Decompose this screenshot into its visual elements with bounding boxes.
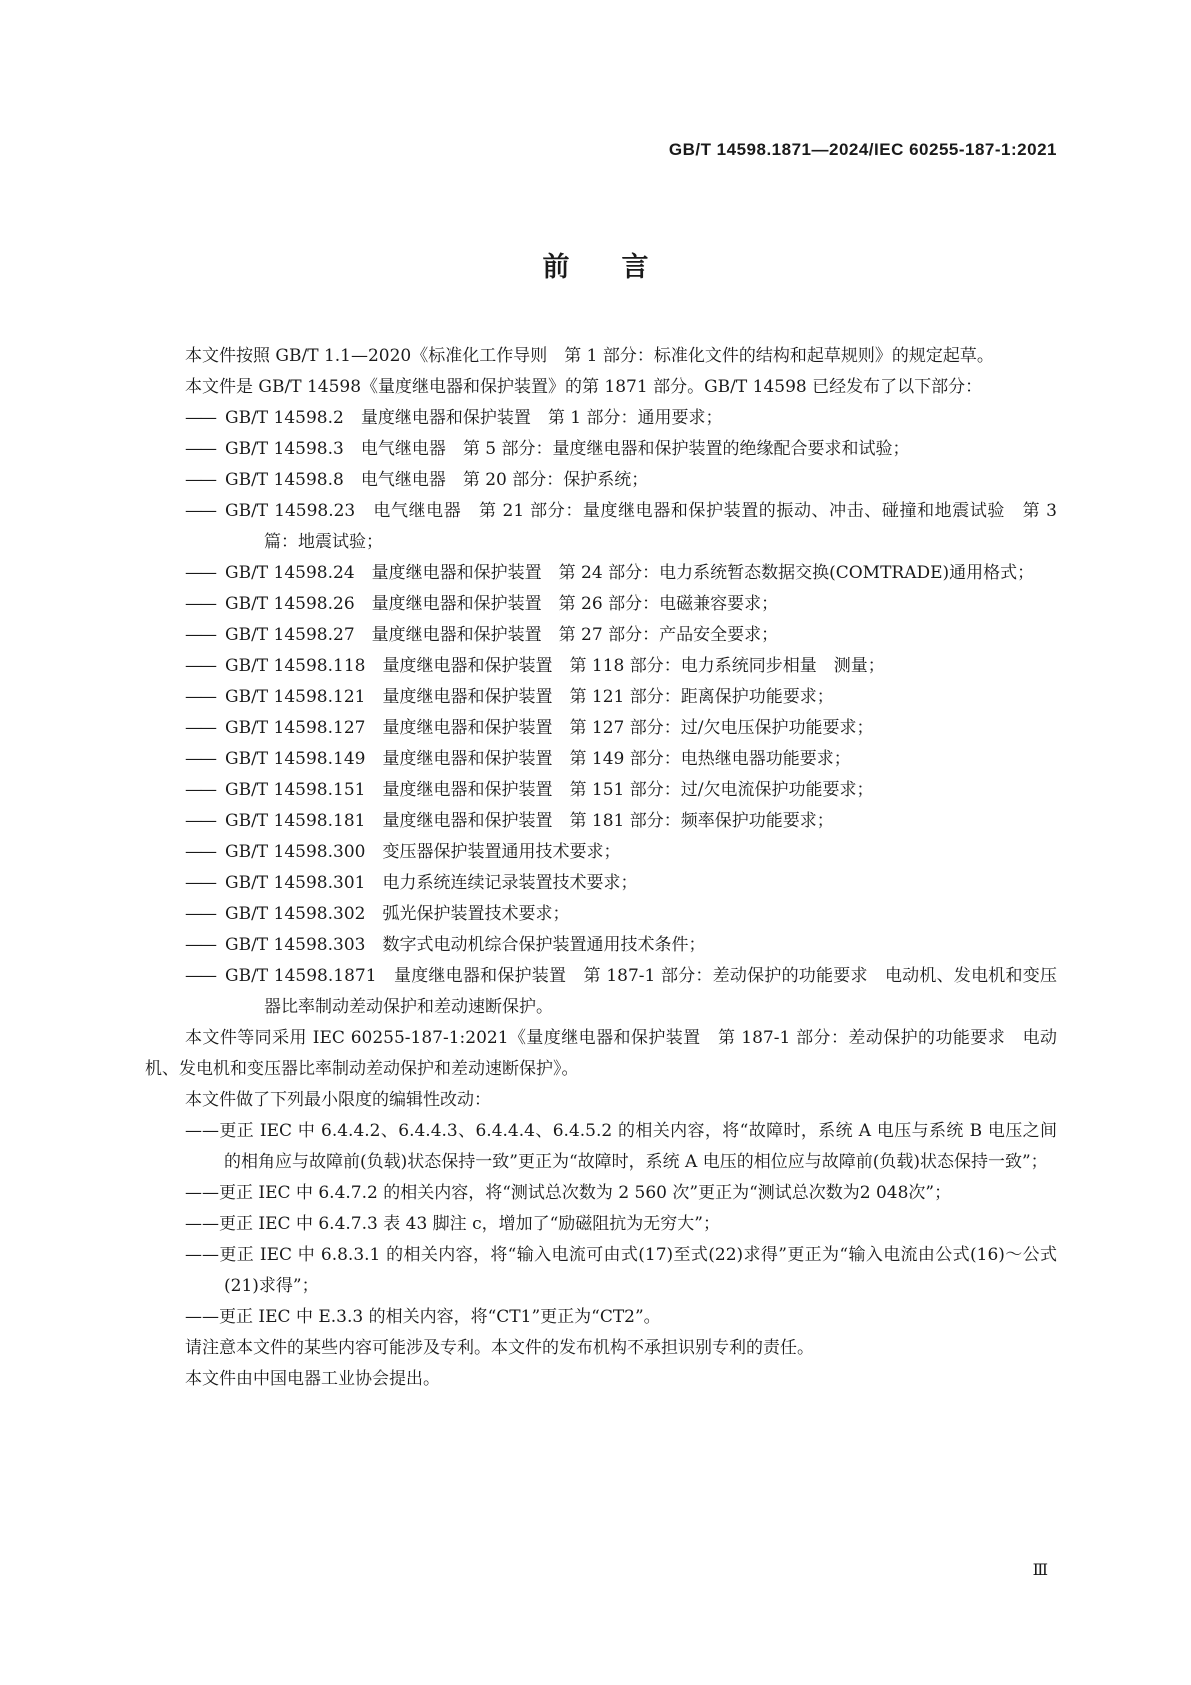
list-dash: —— <box>185 1307 219 1327</box>
list-item-text: GB/T 14598.300 变压器保护装置通用技术要求； <box>225 842 621 862</box>
list-dash: —— <box>185 656 215 676</box>
list-dash: —— <box>185 873 215 893</box>
list-item-text: GB/T 14598.118 量度继电器和保护装置 第 118 部分：电力系统同步相量 测量； <box>225 656 885 676</box>
list-item <box>185 1240 1057 1302</box>
list-item <box>185 713 1057 744</box>
list-item-text: GB/T 14598.151 量度继电器和保护装置 第 151 部分：过/欠电流保护功能要求； <box>225 780 874 800</box>
list-item-text: GB/T 14598.149 量度继电器和保护装置 第 149 部分：电热继电器功能要求； <box>225 749 851 769</box>
list-dash: —— <box>185 935 215 955</box>
parts-list <box>145 403 1057 1023</box>
document-body <box>145 341 1057 1395</box>
list-item <box>185 496 1057 558</box>
list-dash: —— <box>185 625 215 645</box>
list-item-text: GB/T 14598.303 数字式电动机综合保护装置通用技术条件； <box>225 935 706 955</box>
list-item <box>185 558 1057 589</box>
list-dash: —— <box>185 1214 219 1234</box>
list-dash: —— <box>185 904 215 924</box>
list-dash: —— <box>185 687 215 707</box>
list-item <box>185 868 1057 899</box>
list-dash: —— <box>185 1245 219 1265</box>
list-item <box>185 961 1057 1023</box>
list-item <box>185 1302 1057 1333</box>
changes-list <box>145 1116 1057 1333</box>
list-item <box>185 775 1057 806</box>
list-item-text: GB/T 14598.23 电气继电器 第 21 部分：量度继电器和保护装置的振动、冲击、碰撞和地震试验 第 3 篇：地震试验； <box>225 501 1057 552</box>
list-item-text: 更正 IEC 中 6.4.7.3 表 43 脚注 c，增加了“励磁阻抗为无穷大”； <box>219 1214 720 1234</box>
list-item-text: GB/T 14598.26 量度继电器和保护装置 第 26 部分：电磁兼容要求； <box>225 594 779 614</box>
list-item-text: GB/T 14598.8 电气继电器 第 20 部分：保护系统； <box>225 470 649 490</box>
list-item <box>185 682 1057 713</box>
list-item <box>185 403 1057 434</box>
list-item-text: GB/T 14598.2 量度继电器和保护装置 第 1 部分：通用要求； <box>225 408 723 428</box>
list-item-text: GB/T 14598.301 电力系统连续记录装置技术要求； <box>225 873 638 893</box>
list-item-text: GB/T 14598.121 量度继电器和保护装置 第 121 部分：距离保护功能要求； <box>225 687 834 707</box>
standard-number-header: GB/T 14598.1871—2024/IEC 60255-187-1:2021 <box>668 140 1057 159</box>
paragraph-changes-intro: 本文件做了下列最小限度的编辑性改动： <box>185 1090 491 1110</box>
list-item-text: GB/T 14598.127 量度继电器和保护装置 第 127 部分：过/欠电压保护功能要求； <box>225 718 874 738</box>
list-item-text: GB/T 14598.181 量度继电器和保护装置 第 181 部分：频率保护功能要求； <box>225 811 834 831</box>
list-item-text: 更正 IEC 中 6.8.3.1 的相关内容，将“输入电流可由式(17)至式(22)求得”更正为“输入电流由公式(16)～公式(21)求得”； <box>219 1245 1057 1296</box>
page-number: Ⅲ <box>1032 1560 1048 1579</box>
list-dash: —— <box>185 563 215 583</box>
list-dash: —— <box>185 749 215 769</box>
list-item <box>185 930 1057 961</box>
list-item <box>185 806 1057 837</box>
list-item-text: 更正 IEC 中 E.3.3 的相关内容，将“CT1”更正为“CT2”。 <box>219 1307 661 1327</box>
list-item <box>185 589 1057 620</box>
list-item-text: GB/T 14598.302 弧光保护装置技术要求； <box>225 904 570 924</box>
paragraph-proposer: 本文件由中国电器工业协会提出。 <box>185 1369 440 1389</box>
page-title: 前言 <box>542 252 701 283</box>
list-item-text: GB/T 14598.1871 量度继电器和保护装置 第 187-1 部分：差动保护的功能要求 电动机、发电机和变压器比率制动差动保护和差动速断保护。 <box>225 966 1057 1017</box>
list-dash: —— <box>185 811 215 831</box>
paragraph-patent-notice: 请注意本文件的某些内容可能涉及专利。本文件的发布机构不承担识别专利的责任。 <box>185 1338 814 1358</box>
list-item <box>185 651 1057 682</box>
list-dash: —— <box>185 780 215 800</box>
list-item <box>185 837 1057 868</box>
paragraph-equivalence: 本文件等同采用 IEC 60255-187-1:2021《量度继电器和保护装置 第 187-1 部分：差动保护的功能要求 电动机、发电机和变压器比率制动差动保护和差动速断保护》。 <box>145 1028 1057 1079</box>
list-dash: —— <box>185 966 215 986</box>
list-item <box>185 1209 1057 1240</box>
list-dash: —— <box>185 501 215 521</box>
list-item-text: GB/T 14598.27 量度继电器和保护装置 第 27 部分：产品安全要求； <box>225 625 779 645</box>
list-item <box>185 620 1057 651</box>
list-item-text: GB/T 14598.24 量度继电器和保护装置 第 24 部分：电力系统暂态数据交换(COMTRADE)通用格式； <box>225 563 1035 583</box>
list-dash: —— <box>185 408 215 428</box>
list-item <box>185 1116 1057 1178</box>
list-dash: —— <box>185 842 215 862</box>
list-dash: —— <box>185 718 215 738</box>
list-dash: —— <box>185 470 215 490</box>
paragraph-series-intro: 本文件是 GB/T 14598《量度继电器和保护装置》的第 1871 部分。GB/T 14598 已经发布了以下部分： <box>185 377 983 397</box>
list-dash: —— <box>185 439 215 459</box>
list-item-text: GB/T 14598.3 电气继电器 第 5 部分：量度继电器和保护装置的绝缘配合要求和试验； <box>225 439 910 459</box>
list-dash: —— <box>185 1121 219 1141</box>
paragraph-drafting-rules: 本文件按照 GB/T 1.1—2020《标准化工作导则 第 1 部分：标准化文件的结构和起草规则》的规定起草。 <box>185 346 994 366</box>
list-item-text: 更正 IEC 中 6.4.7.2 的相关内容，将“测试总次数为 2 560 次”更正为“测试总次数为2 048次”； <box>219 1183 952 1203</box>
list-dash: —— <box>185 594 215 614</box>
list-item <box>185 899 1057 930</box>
list-item <box>185 744 1057 775</box>
list-item <box>185 1178 1057 1209</box>
list-item <box>185 434 1057 465</box>
list-item <box>185 465 1057 496</box>
list-item-text: 更正 IEC 中 6.4.4.2、6.4.4.3、6.4.4.4、6.4.5.2 的相关内容，将“故障时，系统 A 电压与系统 B 电压之间的相角应与故障前(负载)状态保持一致”更正为“故障时，系统 A 电压的相位应与故障前(负载)状态保持一致”； <box>219 1121 1057 1172</box>
list-dash: —— <box>185 1183 219 1203</box>
